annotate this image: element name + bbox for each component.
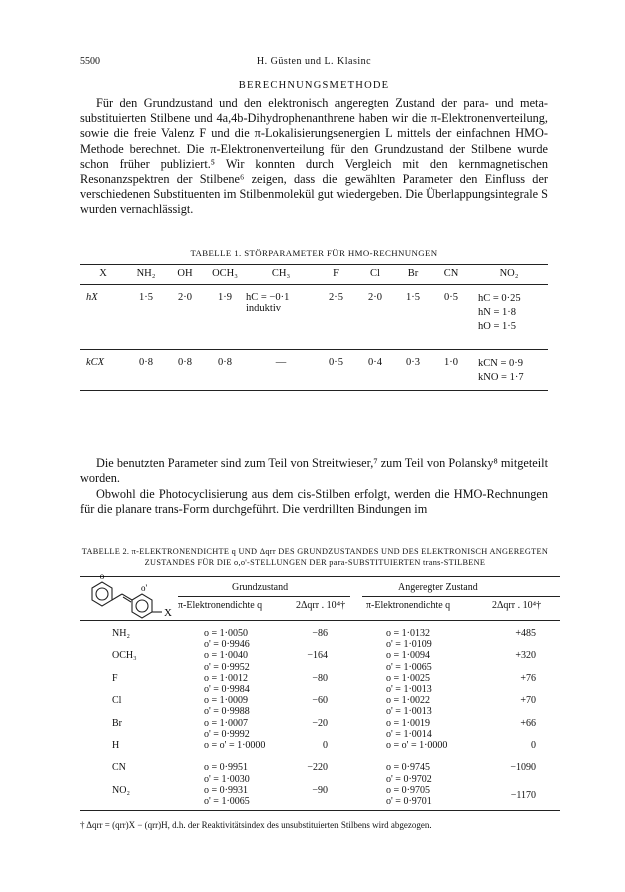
table2-ground-density: o = 1·0050 [204,628,248,639]
table1-cell: 2·5 [329,292,343,303]
table1-cell: 1·9 [218,292,232,303]
table2-substituent: OCH₃ [112,650,137,662]
aromatic-circle-left [96,588,108,600]
table2-ground-delta: −20 [312,717,328,729]
table2-excited-density: o = 1·0022 [386,695,430,707]
table1-cell-no2 [470,284,548,349]
table1-header: X [99,268,107,279]
table2-ground-delta: −164 [307,650,328,662]
table2-excited-density: o = 0·9705 [386,784,430,796]
table2-col-delta-excited: 2Δqrr . 10⁴† [492,600,542,611]
table2-excited-density: o' = 1·0013 [386,706,432,718]
table1-cell: 0·5 [329,357,343,368]
table1-cell: 2·0 [178,292,192,303]
table2-excited-delta: −1090 [510,762,536,774]
table2-excited-density: o' = 0·9701 [386,796,432,807]
table2-header-rule [80,620,560,621]
table1-cell: — [275,357,287,368]
table1-cell-ch3 [246,284,316,349]
table1-cell: kCN = 0·9 [478,358,524,369]
table1-header: CN [443,268,459,279]
table1-cell: 0·5 [444,292,458,303]
label-o: o [99,572,105,581]
table1-header: F [333,268,339,279]
table2-col-delta-ground: 2Δqrr . 10⁴† [296,600,346,611]
table2-ground-delta: −60 [312,695,328,707]
table2-excited-density: o' = 0·9702 [386,773,432,785]
table1-header: Cl [370,268,380,279]
table1-cell-no2 [470,349,548,390]
table2-excited-density: o = 1·0019 [386,717,430,729]
table2-ground-density: o = 1·0009 [204,695,248,707]
label-x: X [164,607,172,619]
aromatic-circle-right [136,600,148,612]
table2-ground-density: o' = 0·9984 [204,684,250,695]
table2-excited-density: o' = 1·0109 [386,639,432,651]
paragraph-cyclisation: Obwohl die Photocyclisierung aus dem cis-Stilben erfolgt, werden die HMO-Rechnungen für die planare trans-Form durchgeführt. Die verdrillten Bindungen im [80,487,548,517]
table2-excited-density: o' = 1·0065 [386,661,432,673]
table2-excited-density: o' = 1·0013 [386,684,432,695]
table2-excited-density: o = o' = 1·0000 [386,740,448,751]
table2-caption [70,546,560,568]
vinyl-double-bond-inner [123,597,131,602]
table1 [80,264,548,390]
table2-substituent: Br [112,717,122,729]
table2-ground-delta: −80 [312,672,328,684]
table1-row-kcx [80,349,548,390]
table1-cell: 0·4 [368,357,382,368]
table2-footnote: † Δqrr = (qrr)X − (qrr)H, d.h. der Reaktivitätsindex des unsubstituierten Stilbens wird abgezogen. [80,820,432,830]
table2-substituent: Cl [112,695,122,707]
phenyl-ring-right [132,594,152,618]
table2-ground-density: o = o' = 1·0000 [204,740,266,751]
table1-row-label: kCX [86,357,105,368]
table1-cell: hC = −0·1 [246,292,290,303]
table2-excited-density: o = 0·9745 [386,762,430,774]
label-o-prime: o' [140,583,148,593]
table2-excited-delta: +76 [520,672,536,684]
table2-ground-density: o = 1·0007 [204,717,248,729]
table2-ground-density: o' = 1·0065 [204,796,250,807]
table1-header: NH₂ [136,268,156,279]
table2-caption-line: ZUSTANDES FÜR DIE o,o'-STELLUNGEN DER para-SUBSTITUIERTEN trans-STILBENE [144,558,486,567]
table2-group-rule-ground [178,596,350,597]
table2-bottom-rule [80,810,560,811]
table1-cell: 0·3 [406,357,420,368]
table2-excited-delta: +70 [520,695,536,707]
table1-cell: 1·5 [139,292,153,303]
table2-substituent: F [112,672,118,684]
table2-excited-delta: −1170 [510,790,536,802]
table1-header: NO₂ [499,268,519,279]
table2-ground-delta: 0 [323,740,328,751]
table1-row-hx [80,284,548,349]
table2-caption-line: TABELLE 2. π-ELEKTRONENDICHTE q UND Δqrr DES GRUNDZUSTANDES UND DES ELEKTRONISCH ANGEREGTEN [81,547,549,556]
table2-ground-density: o' = 0·9992 [204,728,250,740]
section-title: BERECHNUNGSMETHODE [238,80,390,91]
table1-header: OCH₃ [212,268,238,279]
table1-header: OH [177,268,193,279]
table1-cell: kNO = 1·7 [478,372,524,383]
table2-group-excited: Angeregter Zustand [398,582,478,593]
table1-note: induktiv [246,303,282,314]
running-authors: H. Güsten und L. Klasinc [256,56,372,67]
table2-excited-delta: 0 [531,740,536,751]
table2-ground-delta: −90 [312,784,328,796]
table2-ground-density: o' = 0·9988 [204,706,250,718]
table1-cell: 0·8 [178,357,192,368]
table2-substituent: NH₂ [112,628,130,639]
table2-ground-density: o' = 0·9952 [204,661,250,673]
table1-bottom-rule [80,390,548,391]
table2-ground-delta: −86 [312,628,328,639]
table2-excited-density: o = 1·0025 [386,672,430,684]
table2-ground-delta: −220 [307,762,328,774]
table2-excited-delta: +485 [515,628,536,639]
table1-header: Br [407,268,419,279]
table2-excited-delta: +320 [515,650,536,662]
paragraph-method: Für den Grundzustand und den elektronisch angeregten Zustand der para- und meta-substituierten Stilbene und 4a,4b-Dihydrophenanthrene haben wir die π-Elektronenverteilung, sowie die freie Valenz F und die π-Lokalisierungsenergien L mittels der einfachnen HMO-Methode berechnet. Die π-Elektronenverteilung für den Grundzustand der Stilbene wurde schon früher publiziert.⁵ Wir konnten durch Vergleich mit den kernmagnetischen Resonanzspektren der Stilbene⁶ zeigen, dass die gewählten Parameter den Einfluss der verschiedenen Substituenten im Stilbenmolekül gut wiedergeben. Die Überlappungsintegrale S wurden vernachlässigt. [80,96,548,217]
table2-group-ground: Grundzustand [232,582,289,593]
table2-excited-delta: +66 [520,717,536,729]
table1-header: CH₃ [271,268,291,279]
table1-caption: TABELLE 1. STÖRPARAMETER FÜR HMO-RECHNUNGEN [190,248,438,258]
table2-ground-density: o' = 1·0030 [204,773,250,785]
table1-cell: 0·8 [218,357,232,368]
table2-substituent: CN [112,762,126,774]
table1-cell: 0·8 [139,357,153,368]
table2-excited-density: o = 1·0132 [386,628,430,639]
table2-ground-density: o = 1·0012 [204,672,248,684]
table1-cell: 2·0 [368,292,382,303]
table2-col-density-ground: π-Elektronendichte q [178,600,263,611]
table2-substituent: H [112,740,120,751]
table1-cell: 1·0 [444,357,458,368]
table2-substituent: NO₂ [112,784,130,796]
page-number: 5500 [80,56,100,67]
table2-group-rule-excited [362,596,560,597]
table1-cell: hN = 1·8 [478,307,517,318]
table1-row-label: hX [86,292,98,303]
table2-ground-density: o = 0·9931 [204,784,248,796]
table2-ground-density: o' = 0·9946 [204,639,250,651]
vinyl-bond [112,594,122,600]
table2-ground-density: o = 0·9951 [204,762,248,774]
phenyl-ring-left [92,582,112,606]
table2-excited-density: o = 1·0094 [386,650,430,662]
table1-cell: hC = 0·25 [478,293,521,304]
table2-col-density-excited: π-Elektronendichte q [366,600,451,611]
paragraph-parameters: Die benutzten Parameter sind zum Teil von Streitwieser,⁷ zum Teil von Polansky⁸ mitgeteilt worden. [80,456,548,486]
table1-cell: hO = 1·5 [478,321,517,332]
table1-header-row [80,264,548,284]
table2-ground-density: o = 1·0040 [204,650,248,662]
table2-excited-density: o' = 1·0014 [386,728,432,740]
table1-cell: 1·5 [406,292,420,303]
